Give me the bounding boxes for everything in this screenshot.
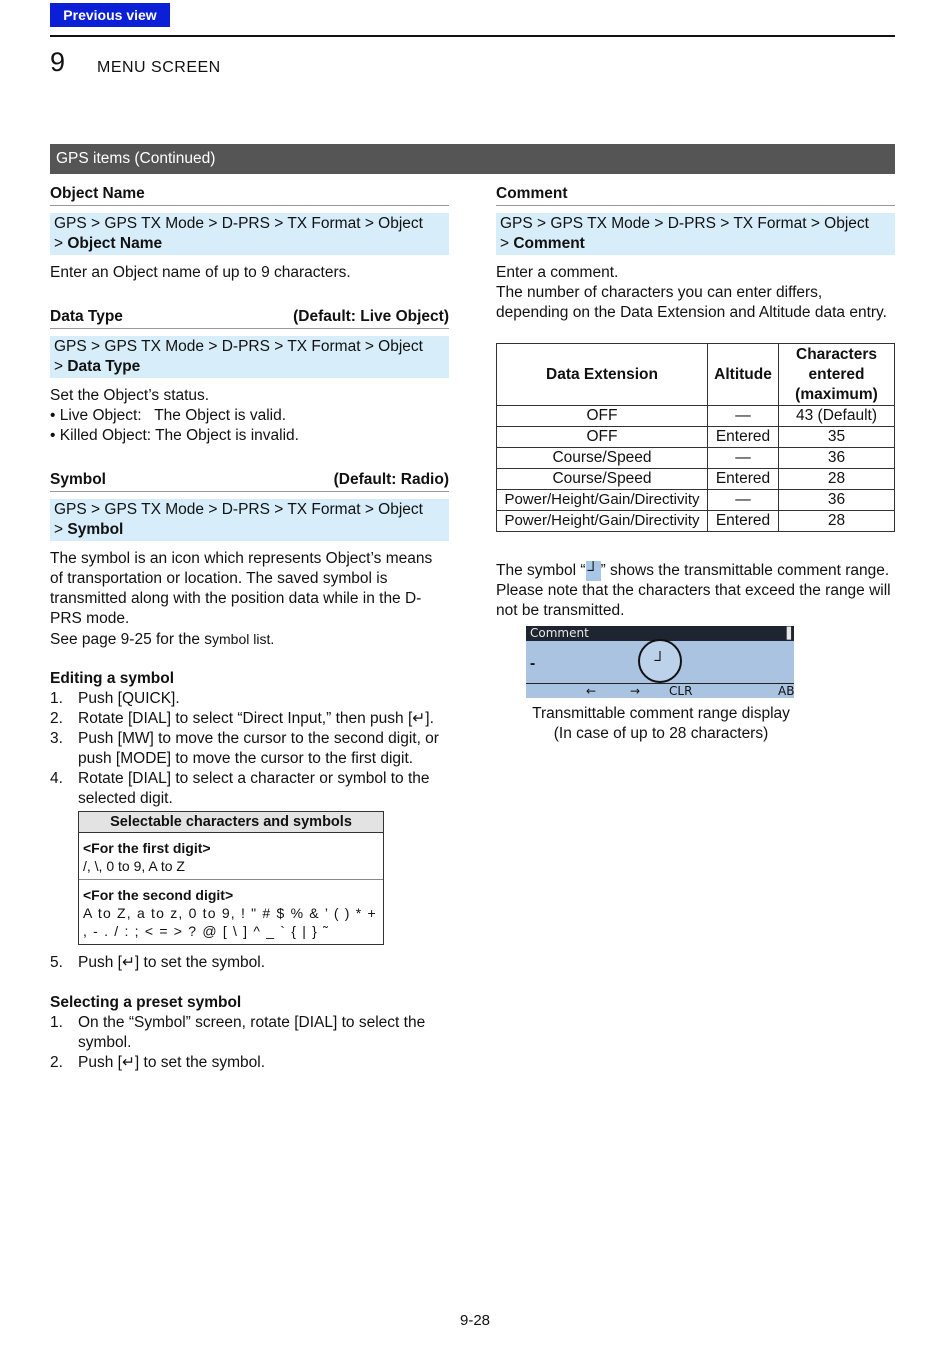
table-cell: 36 bbox=[779, 490, 895, 511]
right-arrow-icon: → bbox=[630, 684, 641, 698]
table-header: Selectable characters and symbols bbox=[79, 812, 383, 833]
column-header: Characters entered (maximum) bbox=[779, 344, 895, 406]
range-end-marker-icon: ┘ bbox=[638, 639, 682, 683]
step-number: 5. bbox=[50, 954, 63, 971]
step-number: 3. bbox=[50, 730, 63, 747]
step-text: Push [QUICK]. bbox=[78, 690, 180, 707]
second-digit-label: <For the second digit> bbox=[83, 887, 234, 903]
comment-text-2: The number of characters you can enter differs, depending on the Data Extension and Altitude data entry. bbox=[496, 284, 887, 321]
note-prefix: The symbol “ bbox=[496, 562, 586, 579]
lcd-input-area bbox=[526, 641, 794, 683]
symbol-range-note bbox=[496, 561, 895, 621]
table-cell: 28 bbox=[779, 511, 895, 532]
object-name-heading bbox=[50, 183, 449, 206]
symbol-heading bbox=[50, 469, 449, 492]
path-prefix: GPS > GPS TX Mode > D-PRS > TX Format > Object bbox=[54, 501, 423, 518]
second-digit-value-line2: , - . / : ; < = > ? @ [ \ ] ^ _ ` { | } ˜ bbox=[83, 923, 329, 939]
symbol-list-link[interactable]: ymbol list. bbox=[212, 631, 275, 647]
comment-lcd-display bbox=[526, 626, 794, 698]
symbol-description bbox=[50, 549, 449, 650]
symbol-text: The symbol is an icon which represents Object’s means of transportation or location. The saved symbol is transmitted along with the position data while in the D-PRS mode. bbox=[50, 550, 433, 627]
range-end-icon: ┘ bbox=[587, 562, 599, 579]
path-sep: > bbox=[54, 521, 68, 538]
step-text: Rotate [DIAL] to select a character or symbol to the selected digit. bbox=[78, 770, 430, 807]
column-header: Altitude bbox=[708, 344, 779, 406]
input-mode-key: AB bbox=[778, 684, 795, 698]
first-digit-label: <For the first digit> bbox=[83, 840, 211, 856]
table-cell: 35 bbox=[779, 427, 895, 448]
data-type-description bbox=[50, 386, 449, 446]
column-header: Data Extension bbox=[497, 344, 708, 406]
step-number: 1. bbox=[50, 690, 63, 707]
comment-path bbox=[496, 213, 895, 255]
step-text: Push [↵] to set the symbol. bbox=[78, 1054, 266, 1071]
comment-heading bbox=[496, 183, 895, 206]
step-text: Push [MW] to move the cursor to the second digit, or push [MODE] to move the cursor to the first digit. bbox=[78, 730, 439, 767]
list-item bbox=[50, 729, 449, 769]
first-digit-value: /, \, 0 to 9, A to Z bbox=[83, 858, 185, 874]
list-item bbox=[50, 1013, 449, 1053]
comment-length-table bbox=[496, 343, 895, 532]
list-item bbox=[50, 689, 449, 709]
list-item bbox=[50, 769, 449, 809]
clr-key: CLR bbox=[669, 684, 693, 698]
path-sep: > bbox=[54, 358, 68, 375]
editing-steps-continued bbox=[50, 953, 449, 973]
table-cell: 43 (Default) bbox=[779, 406, 895, 427]
path-last: Symbol bbox=[67, 521, 124, 538]
table-cell: — bbox=[708, 406, 779, 427]
header-rule bbox=[50, 35, 895, 37]
list-item bbox=[50, 1053, 449, 1073]
table-row bbox=[497, 469, 895, 490]
path-last: Data Type bbox=[67, 358, 141, 375]
step-number: 1. bbox=[50, 1014, 63, 1031]
object-name-description: Enter an Object name of up to 9 characters. bbox=[50, 264, 351, 281]
table-row bbox=[497, 427, 895, 448]
live-object-bullet: • Live Object: The Object is valid. bbox=[50, 407, 287, 424]
note-suffix: ” shows the transmittable comment range. Please note that the characters that exceed the range will not be transmitted. bbox=[496, 562, 891, 619]
table-cell: Entered bbox=[708, 469, 779, 490]
path-prefix: GPS > GPS TX Mode > D-PRS > TX Format > Object bbox=[500, 215, 869, 232]
step-text: Rotate [DIAL] to select “Direct Input,” then push [↵]. bbox=[78, 710, 434, 727]
table-row bbox=[497, 490, 895, 511]
step-number: 2. bbox=[50, 1054, 63, 1071]
table-cell: Course/Speed bbox=[497, 448, 708, 469]
first-digit-cell bbox=[79, 833, 383, 879]
heading-text: Symbol bbox=[50, 471, 106, 488]
default-value: (Default: Radio) bbox=[333, 471, 449, 488]
default-value: (Default: Live Object) bbox=[293, 308, 449, 325]
section-banner: GPS items (Continued) bbox=[50, 144, 895, 174]
table-cell: Course/Speed bbox=[497, 469, 708, 490]
path-last: Comment bbox=[513, 235, 585, 252]
lcd-soft-keys bbox=[526, 683, 794, 698]
table-cell: 28 bbox=[779, 469, 895, 490]
step-number: 2. bbox=[50, 710, 63, 727]
selectable-characters-table bbox=[78, 811, 384, 945]
path-sep: > bbox=[54, 235, 68, 252]
table-cell: Entered bbox=[708, 427, 779, 448]
preset-symbol-heading: Selecting a preset symbol bbox=[50, 994, 242, 1011]
chapter-number: 9 bbox=[50, 47, 66, 77]
table-cell: OFF bbox=[497, 406, 708, 427]
comment-description bbox=[496, 263, 895, 323]
comment-text-1: Enter a comment. bbox=[496, 264, 619, 281]
chapter-title: MENU SCREEN bbox=[97, 59, 221, 76]
caption-line-1: Transmittable comment range display bbox=[532, 705, 790, 722]
heading-text: Object Name bbox=[50, 185, 145, 202]
right-column bbox=[496, 183, 895, 744]
left-column bbox=[50, 183, 449, 1073]
path-prefix: GPS > GPS TX Mode > D-PRS > TX Format > Object bbox=[54, 338, 423, 355]
lcd-caption bbox=[496, 704, 826, 744]
data-type-path bbox=[50, 336, 449, 378]
second-digit-cell bbox=[79, 879, 383, 944]
table-cell: 36 bbox=[779, 448, 895, 469]
data-type-heading bbox=[50, 306, 449, 329]
table-cell: — bbox=[708, 448, 779, 469]
left-arrow-icon: ← bbox=[586, 684, 597, 698]
table-row bbox=[497, 406, 895, 427]
table-row bbox=[497, 511, 895, 532]
object-name-path bbox=[50, 213, 449, 255]
symbol-list-reference[interactable] bbox=[50, 629, 449, 650]
table-cell: Power/Height/Gain/Directivity bbox=[497, 511, 708, 532]
list-item bbox=[50, 709, 449, 729]
see-prefix: See page 9-25 for the s bbox=[50, 631, 213, 648]
table-cell: Power/Height/Gain/Directivity bbox=[497, 490, 708, 511]
heading-text: Data Type bbox=[50, 308, 123, 325]
table-row bbox=[497, 448, 895, 469]
step-text: On the “Symbol” screen, rotate [DIAL] to select the symbol. bbox=[78, 1014, 426, 1051]
heading-text: Comment bbox=[496, 185, 568, 202]
path-sep: > bbox=[500, 235, 514, 252]
list-item bbox=[50, 953, 449, 973]
page-number: 9-28 bbox=[459, 1312, 491, 1329]
caption-line-2: (In case of up to 28 characters) bbox=[553, 725, 769, 742]
path-prefix: GPS > GPS TX Mode > D-PRS > TX Format > Object bbox=[54, 215, 423, 232]
table-cell: Entered bbox=[708, 511, 779, 532]
cursor-dash: - bbox=[530, 655, 536, 672]
table-cell: — bbox=[708, 490, 779, 511]
step-text: Push [↵] to set the symbol. bbox=[78, 954, 266, 971]
killed-object-bullet: • Killed Object: The Object is invalid. bbox=[50, 427, 299, 444]
table-cell: OFF bbox=[497, 427, 708, 448]
symbol-path bbox=[50, 499, 449, 541]
previous-view-button[interactable]: Previous view bbox=[50, 3, 170, 27]
preset-steps bbox=[50, 1013, 449, 1073]
path-last: Object Name bbox=[67, 235, 163, 252]
table-header-row bbox=[497, 344, 895, 406]
step-number: 4. bbox=[50, 770, 63, 787]
data-type-text: Set the Object’s status. bbox=[50, 387, 210, 404]
editing-steps bbox=[50, 689, 449, 809]
editing-symbol-heading: Editing a symbol bbox=[50, 670, 175, 687]
scroll-bar-icon: ▐ bbox=[782, 627, 791, 640]
lcd-title: Comment bbox=[530, 626, 589, 640]
second-digit-value-line1: A to Z, a to z, 0 to 9, ! " # $ % & ’ ( ) * + bbox=[83, 905, 377, 921]
